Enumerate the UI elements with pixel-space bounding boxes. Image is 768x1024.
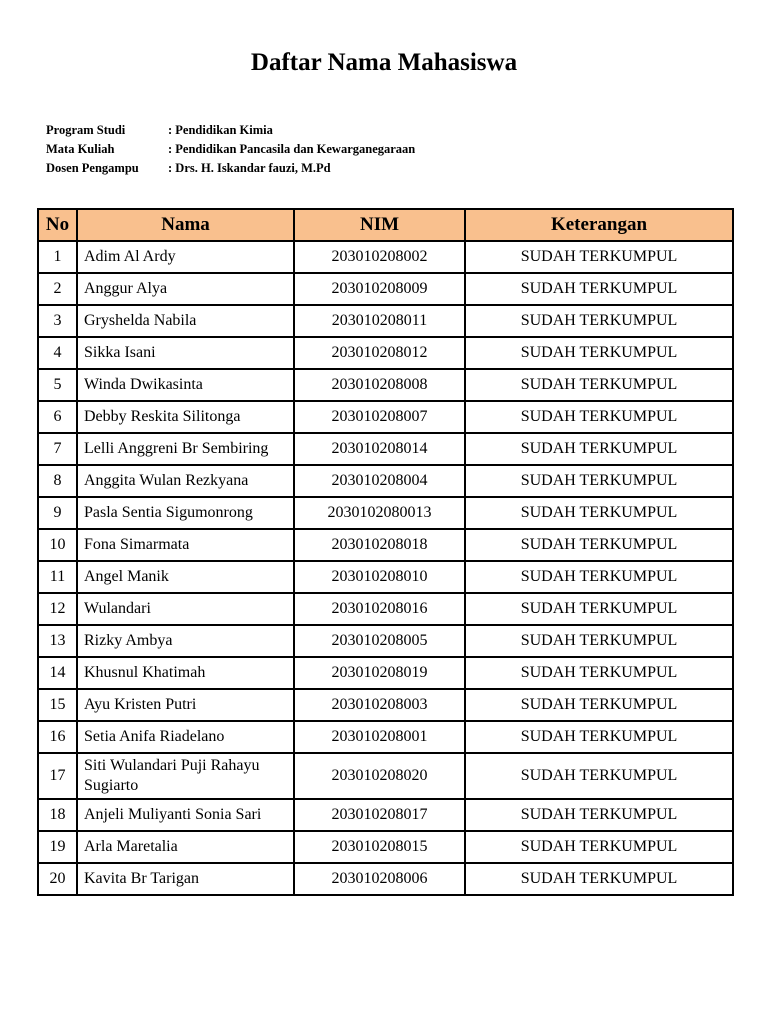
cell-nim: 203010208008 <box>294 369 465 401</box>
cell-nama: Lelli Anggreni Br Sembiring <box>77 433 294 465</box>
cell-nim: 203010208017 <box>294 799 465 831</box>
cell-nim: 203010208002 <box>294 241 465 273</box>
header-nama: Nama <box>77 209 294 241</box>
cell-no: 9 <box>38 497 77 529</box>
cell-nama: Anjeli Muliyanti Sonia Sari <box>77 799 294 831</box>
cell-no: 7 <box>38 433 77 465</box>
cell-nim: 203010208015 <box>294 831 465 863</box>
cell-no: 12 <box>38 593 77 625</box>
table-row <box>38 863 733 895</box>
cell-nim: 2030102080013 <box>294 497 465 529</box>
cell-nama: Kavita Br Tarigan <box>77 863 294 895</box>
table-row <box>38 689 733 721</box>
table-row <box>38 657 733 689</box>
cell-nama: Arla Maretalia <box>77 831 294 863</box>
cell-keterangan: SUDAH TERKUMPUL <box>465 497 733 529</box>
cell-keterangan: SUDAH TERKUMPUL <box>465 529 733 561</box>
table-row <box>38 241 733 273</box>
cell-nama: Khusnul Khatimah <box>77 657 294 689</box>
cell-no: 3 <box>38 305 77 337</box>
table-row <box>38 305 733 337</box>
info-label: Program Studi <box>46 123 126 137</box>
cell-nim: 203010208011 <box>294 305 465 337</box>
cell-nama: Rizky Ambya <box>77 625 294 657</box>
table-row <box>38 465 733 497</box>
cell-no: 17 <box>38 753 77 799</box>
info-value: : Pendidikan Pancasila dan Kewarganegaraan <box>168 142 416 156</box>
info-label: Mata Kuliah <box>46 142 115 156</box>
cell-nama: Anggita Wulan Rezkyana <box>77 465 294 497</box>
cell-no: 15 <box>38 689 77 721</box>
table-row <box>38 337 733 369</box>
cell-keterangan: SUDAH TERKUMPUL <box>465 721 733 753</box>
header-nim: NIM <box>294 209 465 241</box>
cell-nim: 203010208018 <box>294 529 465 561</box>
cell-nim: 203010208001 <box>294 721 465 753</box>
table-row <box>38 401 733 433</box>
cell-keterangan: SUDAH TERKUMPUL <box>465 433 733 465</box>
table-row <box>38 273 733 305</box>
table-header-row <box>38 209 733 241</box>
cell-nama: Angel Manik <box>77 561 294 593</box>
cell-nim: 203010208007 <box>294 401 465 433</box>
cell-keterangan: SUDAH TERKUMPUL <box>465 863 733 895</box>
cell-nama: Pasla Sentia Sigumonrong <box>77 497 294 529</box>
header-keterangan: Keterangan <box>465 209 733 241</box>
cell-keterangan: SUDAH TERKUMPUL <box>465 305 733 337</box>
table-row <box>38 625 733 657</box>
cell-nama: Fona Simarmata <box>77 529 294 561</box>
cell-keterangan: SUDAH TERKUMPUL <box>465 753 733 799</box>
table-row <box>38 561 733 593</box>
cell-keterangan: SUDAH TERKUMPUL <box>465 337 733 369</box>
cell-keterangan: SUDAH TERKUMPUL <box>465 241 733 273</box>
cell-no: 14 <box>38 657 77 689</box>
cell-keterangan: SUDAH TERKUMPUL <box>465 465 733 497</box>
cell-keterangan: SUDAH TERKUMPUL <box>465 831 733 863</box>
cell-no: 18 <box>38 799 77 831</box>
cell-nim: 203010208009 <box>294 273 465 305</box>
cell-keterangan: SUDAH TERKUMPUL <box>465 799 733 831</box>
cell-nama: Sikka Isani <box>77 337 294 369</box>
cell-nim: 203010208014 <box>294 433 465 465</box>
table-row <box>38 369 733 401</box>
cell-nama: Gryshelda Nabila <box>77 305 294 337</box>
table-row <box>38 753 733 799</box>
cell-nim: 203010208003 <box>294 689 465 721</box>
cell-no: 13 <box>38 625 77 657</box>
cell-nim: 203010208019 <box>294 657 465 689</box>
cell-no: 19 <box>38 831 77 863</box>
student-table <box>37 208 734 896</box>
cell-no: 10 <box>38 529 77 561</box>
cell-nim: 203010208005 <box>294 625 465 657</box>
cell-nama: Siti Wulandari Puji Rahayu Sugiarto <box>77 753 294 799</box>
cell-nama: Anggur Alya <box>77 273 294 305</box>
document-title: Daftar Nama Mahasiswa <box>250 49 518 76</box>
cell-no: 4 <box>38 337 77 369</box>
cell-nim: 203010208016 <box>294 593 465 625</box>
cell-no: 8 <box>38 465 77 497</box>
cell-nama: Wulandari <box>77 593 294 625</box>
info-value: : Pendidikan Kimia <box>168 123 273 137</box>
cell-nim: 203010208012 <box>294 337 465 369</box>
cell-no: 5 <box>38 369 77 401</box>
cell-nim: 203010208006 <box>294 863 465 895</box>
cell-keterangan: SUDAH TERKUMPUL <box>465 593 733 625</box>
cell-no: 6 <box>38 401 77 433</box>
cell-nama: Winda Dwikasinta <box>77 369 294 401</box>
cell-keterangan: SUDAH TERKUMPUL <box>465 689 733 721</box>
cell-nim: 203010208004 <box>294 465 465 497</box>
cell-nim: 203010208010 <box>294 561 465 593</box>
cell-keterangan: SUDAH TERKUMPUL <box>465 625 733 657</box>
info-row-program <box>46 121 415 140</box>
cell-nama: Debby Reskita Silitonga <box>77 401 294 433</box>
info-row-course <box>46 140 415 159</box>
table-row <box>38 497 733 529</box>
cell-keterangan: SUDAH TERKUMPUL <box>465 401 733 433</box>
cell-no: 20 <box>38 863 77 895</box>
cell-no: 16 <box>38 721 77 753</box>
cell-nama: Ayu Kristen Putri <box>77 689 294 721</box>
cell-no: 11 <box>38 561 77 593</box>
table-row <box>38 433 733 465</box>
cell-keterangan: SUDAH TERKUMPUL <box>465 657 733 689</box>
table-row <box>38 831 733 863</box>
table-row <box>38 593 733 625</box>
table-row <box>38 799 733 831</box>
cell-nim: 203010208020 <box>294 753 465 799</box>
header-no: No <box>38 209 77 241</box>
info-value: : Drs. H. Iskandar fauzi, M.Pd <box>168 161 331 175</box>
course-info <box>46 121 415 178</box>
cell-no: 1 <box>38 241 77 273</box>
cell-nama: Adim Al Ardy <box>77 241 294 273</box>
cell-keterangan: SUDAH TERKUMPUL <box>465 561 733 593</box>
info-row-lecturer <box>46 159 415 178</box>
table-row <box>38 529 733 561</box>
cell-no: 2 <box>38 273 77 305</box>
cell-keterangan: SUDAH TERKUMPUL <box>465 369 733 401</box>
cell-nama: Setia Anifa Riadelano <box>77 721 294 753</box>
table-row <box>38 721 733 753</box>
cell-keterangan: SUDAH TERKUMPUL <box>465 273 733 305</box>
info-label: Dosen Pengampu <box>46 161 139 175</box>
